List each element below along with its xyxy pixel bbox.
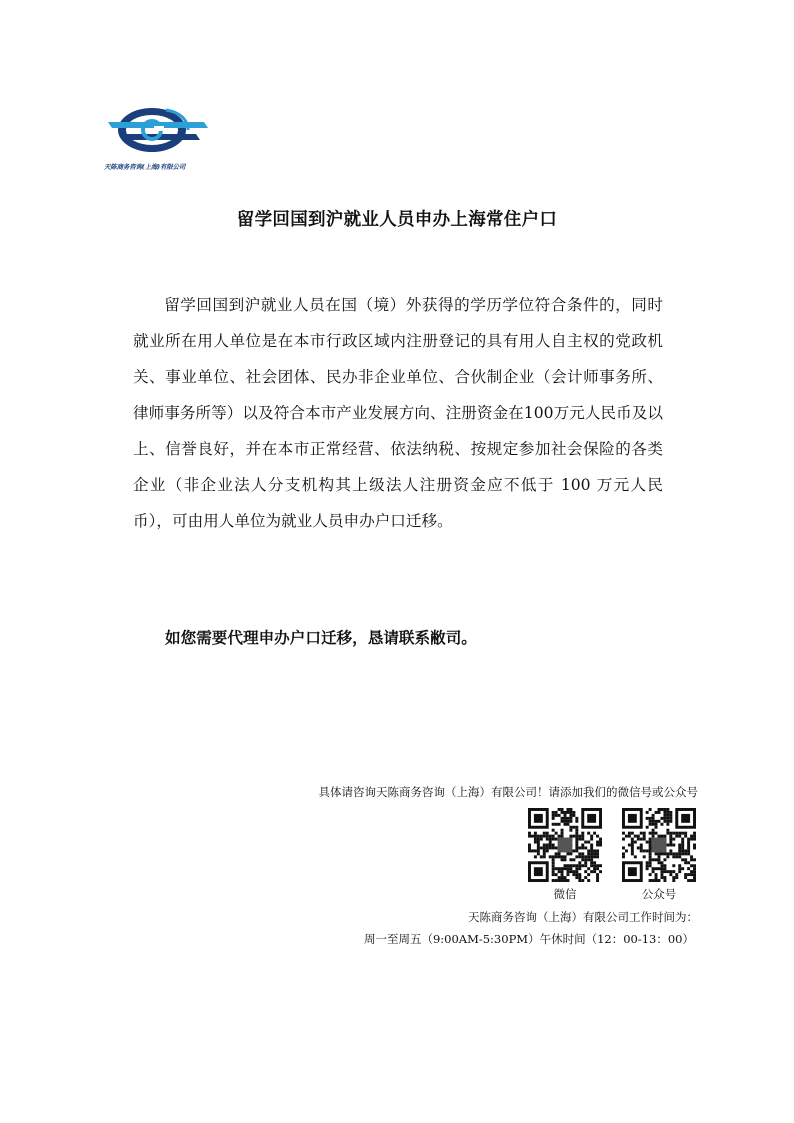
wechat-label: 微信: [553, 887, 577, 901]
official-account-label: 公众号: [641, 887, 677, 901]
logo-emblem-icon: [104, 100, 214, 162]
contact-prompt: 如您需要代理申办户口迁移，恳请联系敝司。: [165, 629, 477, 647]
wechat-qr-code: [528, 808, 602, 882]
working-hours-heading: 天陈商务咨询（上海）有限公司工作时间为：: [468, 910, 698, 924]
working-hours-detail: 周一至周五（9:00AM-5:30PM）午休时间（12：00-13：00）: [363, 932, 694, 946]
logo-company-name: 天陈商务咨询(上海)有限公司: [104, 163, 186, 171]
body-text: [133, 287, 663, 539]
page-title: 留学回国到沪就业人员申办上海常住户口: [236, 210, 558, 230]
official-account-qr-icon: [622, 808, 696, 882]
body-paragraph: 留学回国到沪就业人员在国（境）外获得的学历学位符合条件的，同时就业所在用人单位是在本市行政区域内注册登记的具有用人自主权的党政机关、事业单位、社会团体、民办非企业单位、合伙制企业（会计师事务所、律师事务所等）以及符合本市产业发展方向、注册资金在100万元人民币及以上、信誉良好，并在本市正常经营、依法纳税、按规定参加社会保险的各类企业（非企业法人分支机构其上级法人注册资金应不低于 100 万元人民币），可由用人单位为就业人员申办户口迁移。: [133, 296, 663, 530]
consult-line: 具体请咨询天陈商务咨询（上海）有限公司！请添加我们的微信号或公众号: [318, 785, 698, 799]
official-account-qr-code: [622, 808, 696, 882]
company-logo: [104, 100, 214, 174]
wechat-qr-icon: [528, 808, 602, 882]
